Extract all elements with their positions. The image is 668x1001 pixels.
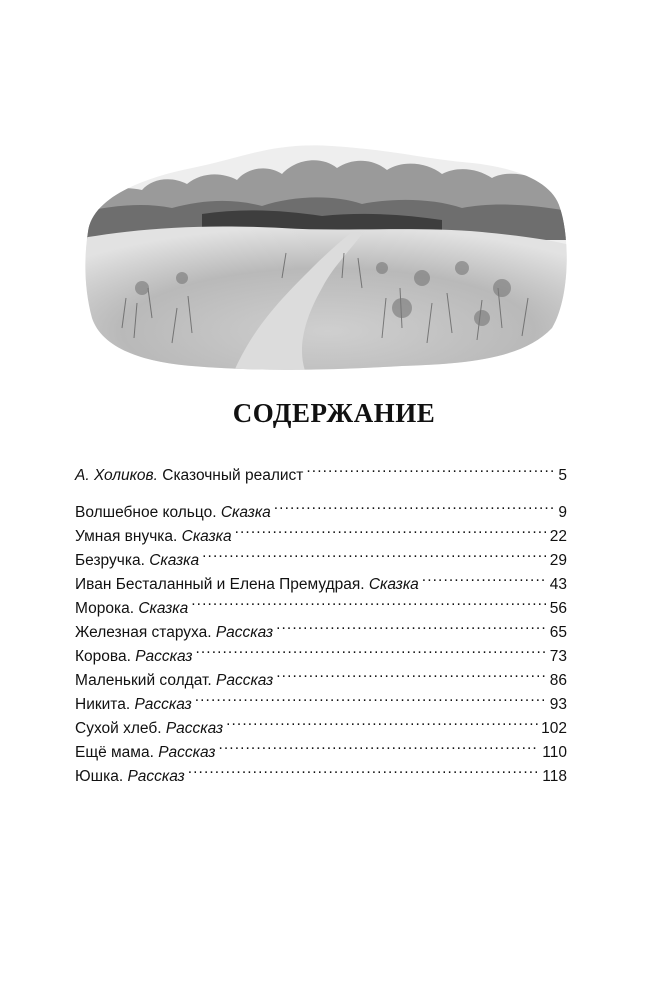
toc-entry-page-number: 9 [558, 504, 567, 521]
toc-entry-title [75, 717, 223, 741]
toc-entry-genre: Рассказ [215, 624, 274, 641]
toc-entry-page-number: 65 [549, 624, 567, 641]
dot-leader [276, 661, 547, 685]
toc-entry-page-number: 102 [541, 720, 567, 737]
toc-entry-name: Волшебное кольцо. [75, 504, 221, 521]
toc-entry-name: Маленький солдат. [75, 672, 216, 689]
toc-entry-genre: Рассказ [165, 720, 224, 737]
toc-entry-page-number: 73 [549, 648, 567, 665]
toc-entry-name: Иван Бесталанный и Елена Премудрая. [75, 576, 369, 593]
dot-leader [306, 456, 555, 480]
toc-entry-page-number: 93 [549, 696, 567, 713]
toc-entry-genre: Сказка [149, 552, 200, 569]
toc-entry-title [75, 765, 185, 789]
dot-leader [235, 517, 547, 541]
toc-entry-name: Корова. [75, 648, 136, 665]
toc-entry-page-number: 110 [542, 744, 567, 761]
toc-entry-name: Сухой хлеб. [75, 720, 166, 737]
toc-entry-name: Ещё мама. [75, 744, 159, 761]
toc-entry-genre: Рассказ [127, 768, 185, 785]
toc-entry[interactable] [75, 456, 567, 484]
toc-entry-genre: Сказка [181, 528, 232, 545]
table-of-contents [75, 456, 567, 785]
toc-entry-genre: Рассказ [135, 648, 193, 665]
toc-entry-genre: Рассказ [134, 696, 192, 713]
toc-entry-author: А. Холиков. [75, 467, 158, 484]
page-title: СОДЕРЖАНИЕ [232, 398, 436, 428]
meadow-landscape-icon [82, 128, 574, 376]
dot-leader [422, 565, 547, 589]
dot-leader [276, 613, 547, 637]
dot-leader [191, 589, 547, 613]
toc-entry-page-number: 5 [558, 467, 567, 484]
toc-entry[interactable] [75, 493, 567, 521]
toc-entry-page-number: 86 [549, 672, 567, 689]
toc-entry-name: Никита. [75, 696, 135, 713]
toc-entry-page-number: 118 [542, 768, 567, 785]
toc-entry-title [75, 645, 192, 669]
toc-entry-page-number: 22 [549, 528, 567, 545]
toc-entry-genre: Сказка [220, 504, 271, 521]
toc-entry-title [75, 464, 303, 488]
toc-entry-title [75, 693, 192, 717]
toc-entry-name: Безручка. [75, 552, 150, 569]
dot-leader [195, 637, 546, 661]
dot-leader [274, 493, 556, 517]
toc-entry-name: Морока. [75, 600, 139, 617]
toc-entry-name: Умная внучка. [75, 528, 182, 545]
toc-entry-genre: Рассказ [215, 672, 274, 689]
toc-entry-genre: Сказка [138, 600, 189, 617]
toc-entry-page-number: 56 [549, 600, 567, 617]
landscape-illustration [82, 128, 574, 376]
toc-entry-genre: Рассказ [158, 744, 216, 761]
toc-entry-name: Железная старуха. [75, 624, 216, 641]
dot-leader [226, 709, 538, 733]
dot-leader [195, 685, 547, 709]
toc-entry-page-number: 29 [549, 552, 567, 569]
toc-entry-page-number: 43 [549, 576, 567, 593]
toc-entry-name: Юшка. [75, 768, 128, 785]
toc-entry-title [75, 597, 188, 621]
dot-leader [218, 733, 539, 757]
toc-entry-genre: Сказка [368, 576, 419, 593]
dot-leader [188, 757, 540, 781]
toc-entry-title [75, 549, 199, 573]
dot-leader [202, 541, 547, 565]
toc-entry-name: Сказочный реалист [157, 467, 304, 484]
